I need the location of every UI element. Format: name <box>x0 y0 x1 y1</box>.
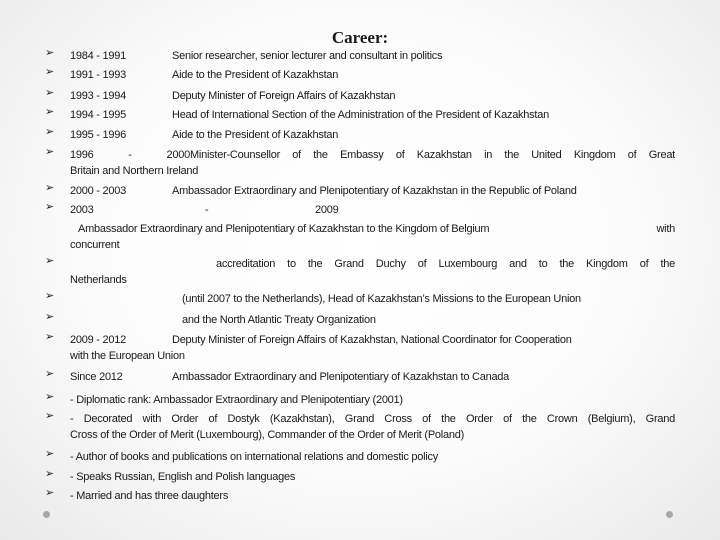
arrow-bullet-icon: ➢ <box>45 106 54 118</box>
description: Aide to the President of Kazakhstan <box>172 69 339 81</box>
arrow-bullet-icon: ➢ <box>45 448 54 460</box>
arrow-bullet-icon: ➢ <box>45 290 54 302</box>
arrow-bullet-icon: ➢ <box>45 331 54 343</box>
arrow-bullet-icon: ➢ <box>45 146 54 158</box>
arrow-bullet-icon: ➢ <box>45 66 54 78</box>
description: and the North Atlantic Treaty Organization <box>182 314 376 326</box>
arrow-bullet-icon: ➢ <box>45 391 54 403</box>
description: Minister-Counsellor of the Embassy of Kazakhstan in the United Kingdom of Great <box>190 149 675 161</box>
description-cont: with the European Union <box>70 350 185 362</box>
fact-text: - Married and has three daughters <box>70 490 229 502</box>
date: 1994 - 1995 <box>70 109 126 121</box>
date: 1995 - 1996 <box>70 129 126 141</box>
date: 1993 - 1994 <box>70 90 126 102</box>
description: accreditation to the Grand Duchy of Luxembourg and to the Kingdom of the <box>216 258 675 270</box>
date: 1991 - 1993 <box>70 69 126 81</box>
fact-text: - Diplomatic rank: Ambassador Extraordinary and Plenipotentiary (2001) <box>70 394 403 406</box>
date: 1996 - 2000 <box>70 149 190 161</box>
description: Deputy Minister of Foreign Affairs of Kazakhstan <box>172 90 396 102</box>
description: Ambassador Extraordinary and Plenipotentiary of Kazakhstan to the Kingdom of Belgium <box>78 223 490 235</box>
description: Deputy Minister of Foreign Affairs of Kazakhstan, National Coordinator for Cooperation <box>172 334 572 346</box>
fact-text: - Author of books and publications on international relations and domestic policy <box>70 451 439 463</box>
date: Since 2012 <box>70 371 123 383</box>
fact-text: - Decorated with Order of Dostyk (Kazakhstan), Grand Cross of the Order of the Crown (Belgium), Grand <box>70 413 675 425</box>
arrow-bullet-icon: ➢ <box>45 87 54 99</box>
date: 1984 - 1991 <box>70 50 126 62</box>
description: (until 2007 to the Netherlands), Head of Kazakhstan’s Missions to the European Union <box>182 293 581 305</box>
arrow-bullet-icon: ➢ <box>45 410 54 422</box>
description: Senior researcher, senior lecturer and consultant in politics <box>172 50 443 62</box>
date: 2000 - 2003 <box>70 185 126 197</box>
fact-text-cont: Cross of the Order of Merit (Luxembourg), Commander of the Order of Merit (Poland) <box>70 429 464 441</box>
description-end: with <box>656 223 675 235</box>
arrow-bullet-icon: ➢ <box>45 311 54 323</box>
arrow-bullet-icon: ➢ <box>45 468 54 480</box>
description: Ambassador Extraordinary and Plenipotentiary of Kazakhstan in the Republic of Poland <box>172 185 577 197</box>
description-cont: Netherlands <box>70 274 127 286</box>
arrow-bullet-icon: ➢ <box>45 368 54 380</box>
arrow-bullet-icon: ➢ <box>45 47 54 59</box>
decorative-dot-left <box>43 511 50 518</box>
fact-text: - Speaks Russian, English and Polish languages <box>70 471 296 483</box>
arrow-bullet-icon: ➢ <box>45 201 54 213</box>
description: Ambassador Extraordinary and Plenipotentiary of Kazakhstan to Canada <box>172 371 510 383</box>
date-to: 2009 <box>315 204 339 216</box>
slide-title: Career: <box>331 28 389 47</box>
date-separator: - <box>205 204 209 216</box>
description-cont: concurrent <box>70 239 120 251</box>
description: Head of International Section of the Administration of the President of Kazakhstan <box>172 109 549 121</box>
date: 2009 - 2012 <box>70 334 126 346</box>
arrow-bullet-icon: ➢ <box>45 126 54 138</box>
decorative-dot-right <box>666 511 673 518</box>
arrow-bullet-icon: ➢ <box>45 182 54 194</box>
arrow-bullet-icon: ➢ <box>45 255 54 267</box>
description: Aide to the President of Kazakhstan <box>172 129 339 141</box>
arrow-bullet-icon: ➢ <box>45 487 54 499</box>
description-cont: Britain and Northern Ireland <box>70 165 199 177</box>
date-from: 2003 <box>70 204 94 216</box>
